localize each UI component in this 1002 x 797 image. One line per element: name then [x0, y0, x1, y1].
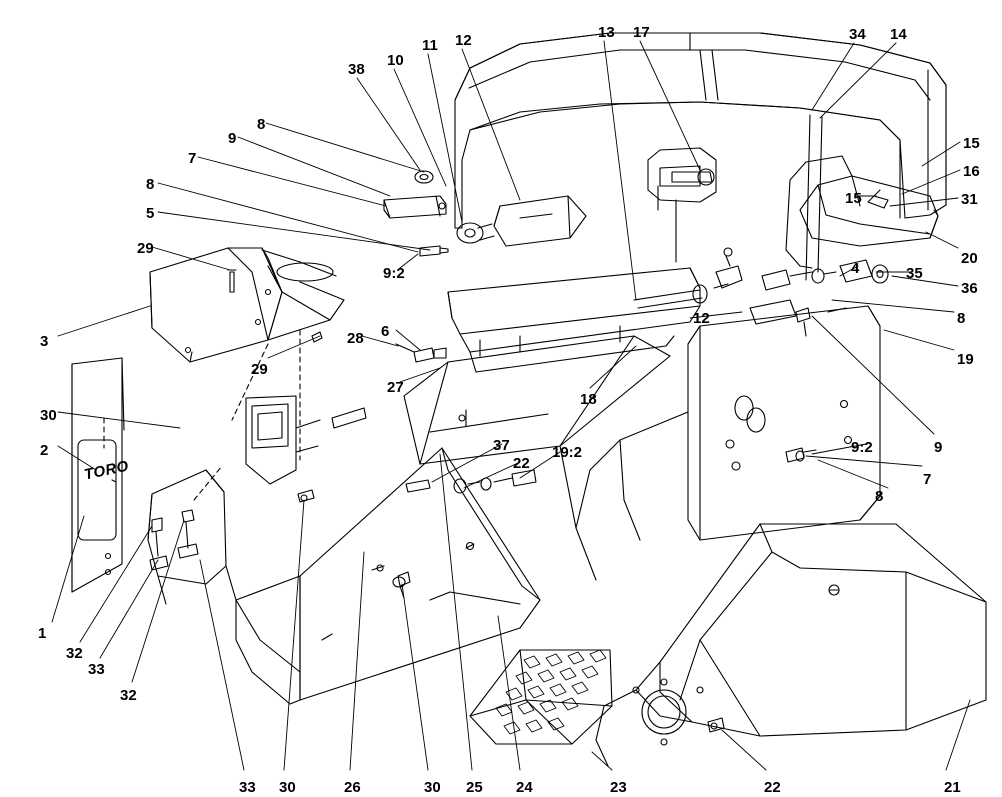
right-fender — [596, 524, 986, 766]
callout-9-right: 9 — [934, 439, 943, 456]
callout-4: 4 — [851, 260, 860, 277]
alignment-dashed-lines — [104, 330, 300, 500]
callout-22-center: 22 — [513, 455, 530, 472]
callout-16: 16 — [963, 163, 980, 180]
callout-30-left: 30 — [40, 407, 57, 424]
callout-31: 31 — [961, 191, 978, 208]
callout-12-right: 12 — [693, 310, 710, 327]
callout-35: 35 — [906, 265, 923, 282]
callout-22-bottom: 22 — [764, 779, 781, 796]
callout-15-inner: 15 — [845, 190, 862, 207]
callout-8-lower-right: 8 — [875, 488, 884, 505]
callout-32-upper: 32 — [66, 645, 83, 662]
callout-30-bottom-right: 30 — [424, 779, 441, 796]
callout-7-right: 7 — [923, 471, 932, 488]
toro-decal-label: TORO — [82, 457, 131, 484]
callout-11: 11 — [422, 37, 438, 54]
callout-10: 10 — [387, 52, 404, 69]
callout-32-lower: 32 — [120, 687, 137, 704]
callout-12-top: 12 — [455, 32, 472, 49]
callout-13: 13 — [598, 24, 615, 41]
callout-2: 2 — [40, 442, 49, 459]
callout-17: 17 — [633, 24, 650, 41]
callout-33-bottom: 33 — [239, 779, 256, 796]
center-lower-frame — [236, 448, 540, 704]
callout-3: 3 — [40, 333, 49, 350]
callout-24: 24 — [516, 779, 533, 796]
callout-38: 38 — [348, 61, 365, 78]
callout-8-right: 8 — [957, 310, 966, 327]
callout-19-2: 19:2 — [552, 444, 583, 461]
callout-19: 19 — [957, 351, 974, 368]
callout-5: 5 — [146, 205, 155, 222]
callout-21: 21 — [944, 779, 961, 796]
left-top-panel — [150, 248, 344, 362]
inner-bracket-27-28 — [246, 396, 366, 484]
callout-6: 6 — [381, 323, 390, 340]
callout-37: 37 — [493, 437, 510, 454]
callout-33-upper: 33 — [88, 661, 105, 678]
callout-29-lower: 29 — [251, 361, 268, 378]
step-mat — [470, 650, 612, 744]
callout-9-2-right: 9:2 — [851, 439, 873, 456]
callout-28: 28 — [347, 330, 364, 347]
callout-27: 27 — [387, 379, 404, 396]
callout-9-2-left: 9:2 — [383, 265, 405, 282]
hardware-fasteners — [298, 171, 888, 732]
callout-7-upper: 7 — [188, 150, 197, 167]
callout-14: 14 — [890, 26, 907, 43]
callout-26: 26 — [344, 779, 361, 796]
callout-9-upper: 9 — [228, 130, 237, 147]
callout-29-upper: 29 — [137, 240, 154, 257]
callout-8-left: 8 — [146, 176, 155, 193]
callout-18: 18 — [580, 391, 597, 408]
hood-latch-brackets — [648, 148, 716, 262]
left-fender-body — [148, 470, 300, 672]
callout-1: 1 — [38, 625, 47, 642]
right-frame-member — [560, 306, 880, 580]
callout-23: 23 — [610, 779, 627, 796]
callout-20: 20 — [961, 250, 978, 267]
callout-34: 34 — [849, 26, 866, 43]
callout-36: 36 — [961, 280, 978, 297]
callout-15-right: 15 — [963, 135, 980, 152]
callout-8-upper: 8 — [257, 116, 266, 133]
main-chassis-rail — [404, 268, 700, 464]
callout-30-bottom-left: 30 — [279, 779, 296, 796]
callout-25: 25 — [466, 779, 483, 796]
